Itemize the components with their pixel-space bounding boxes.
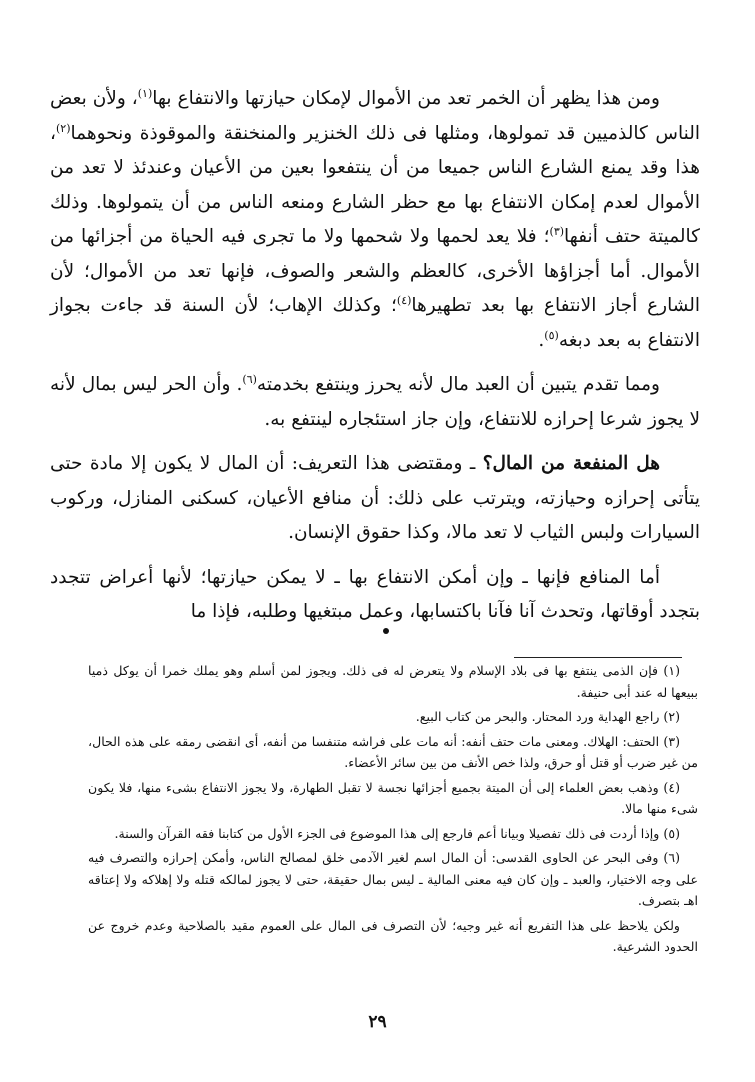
footnote-1: (١) فإن الذمى ينتفع بها فى بلاد الإسلام ولا يتعرض له فى ذلك. ويجوز لمن أسلم وهو يملك خمرا أن يوكل ذميا ببيعها له عند أبى حنيفة. — [88, 663, 698, 700]
page-number: ٢٩ — [368, 1012, 387, 1032]
footnote-separator — [514, 657, 682, 658]
footnote-ref-4: (٤) — [396, 293, 412, 307]
paragraph-3 — [50, 447, 700, 551]
p1-text-f: . — [538, 329, 545, 351]
main-text — [50, 82, 700, 640]
footnote-ref-5: (٥) — [544, 328, 559, 342]
paragraph-4 — [50, 561, 700, 630]
footnote-4: (٤) وذهب بعض العلماء إلى أن الميتة بجميع أجزائها نجسة لا تقبل الطهارة، ولا يجوز الانتفاع بشىء منها، فلا يكون شىء منها مالا. — [88, 779, 698, 816]
footnote-5: (٥) وإذا أردت فى ذلك تفصيلا وبيانا أعم فارجع إلى هذا الموضوع فى الجزء الأول من كتابنا فقه القرآن والسنة. — [114, 825, 680, 841]
footnote-ref-2: (٢) — [55, 121, 71, 135]
footnote-ref-1: (١) — [137, 86, 153, 100]
p1-text-a: ومن هذا يظهر أن الخمر تعد من الأموال لإمكان حيازتها والانتفاع بها — [152, 88, 660, 109]
footnote-ref-6: (٦) — [242, 372, 257, 386]
paragraph-2 — [50, 368, 700, 437]
footnote-6: (٦) وفى البحر عن الحاوى القدسى: أن المال اسم لغير الآدمى خلق لمصالح الناس، وأمكن إحرازه والتصرف فيه على وجه الاختيار، والعبد ـ وإن كان فيه معنى المالية ـ ليس بمال حقيقة، حتى لا يجوز لمالكه قتله ولا إهلاكه ولا إعتاقه اهـ بتصرف. — [88, 850, 698, 908]
p3-text: ـ ومقتضى هذا التعريف: أن المال لا يكون إلا مادة حتى يتأتى إحرازه وحيازته، ويترتب على ذلك: أن منافع الأعيان، كسكنى المنازل، وركوب السيارات ولبس الثياب لا تعد مالا، وكذا حقوق الإنسان. — [50, 453, 700, 543]
p1-text-e: ؛ وكذلك الإهاب؛ لأن السنة قد جاءت بجواز الانتفاع به بعد دبغه — [50, 295, 700, 351]
footnote-2: (٢) راجع الهداية ورد المحتار. والبحر من كتاب البيع. — [415, 709, 680, 724]
p1-text-c: ، هذا وقد يمنع الشارع الناس جميعا من أن ينتفعوا بعين من الأعيان وعندئذ لا تعد من الأموال لعدم إمكان الانتفاع بها مع حظر الشارع ومنعه الناس من أن يتمولوها. وذلك كالميتة حتف أنفها — [50, 122, 700, 247]
continuation-dot — [383, 628, 389, 634]
p1-text-b: ، ولأن بعض الناس كالذميين قد تمولوها، ومثلها فى ذلك الخنزير والمنخنقة والموقوذة ونحوهما — [50, 88, 700, 144]
footnote-3: (٣) الحتف: الهلاك. ومعنى مات حتف أنفه: أنه مات على فراشه متنفسا من أنفه، أى انقضى رمقه على هذه الحال، من غير ضرب أو قتل أو حرق، ولذا خص الأنف من بين سائر الأعضاء. — [88, 733, 698, 770]
p1-text-d: ؛ فلا يعد لحمها ولا شحمها ولا ما تجرى فيه الحياة من أجزائها من الأموال. أما أجزاؤها الأخرى، كالعظم والشعر والصوف، فإنها تعد من الأموال؛ لأن الشارع أجاز الانتفاع بها بعد تطهيرها — [50, 226, 700, 316]
p4-text: أما المنافع فإنها ـ وإن أمكن الانتفاع بها ـ لا يمكن حيازتها؛ لأنها أعراض تتجدد بتجدد أوقاتها، وتحدث آنا فآنا باكتسابها، وعمل مبتغيها وطلبه، فإذا ما — [50, 566, 700, 622]
footnotes-section — [88, 660, 698, 961]
footnote-ref-3: (٣) — [549, 224, 565, 238]
p2-text-b: . وأن الحر ليس بمال لأنه لا يجوز شرعا إحرازه للانتفاع، وإن جاز استئجاره لينتفع به. — [50, 374, 700, 430]
paragraph-1 — [50, 82, 700, 358]
p2-text-a: ومما تقدم يتبين أن العبد مال لأنه يحرز وينتفع بخدمته — [256, 374, 660, 395]
footnote-6-continuation: ولكن يلاحظ على هذا التفريع أنه غير وجيه؛ لأن التصرف فى المال على العموم مقيد بالصلاحية وعدم خروج عن الحدود الشرعية. — [88, 917, 698, 954]
section-question-heading: هل المنفعة من المال؟ — [482, 453, 660, 474]
